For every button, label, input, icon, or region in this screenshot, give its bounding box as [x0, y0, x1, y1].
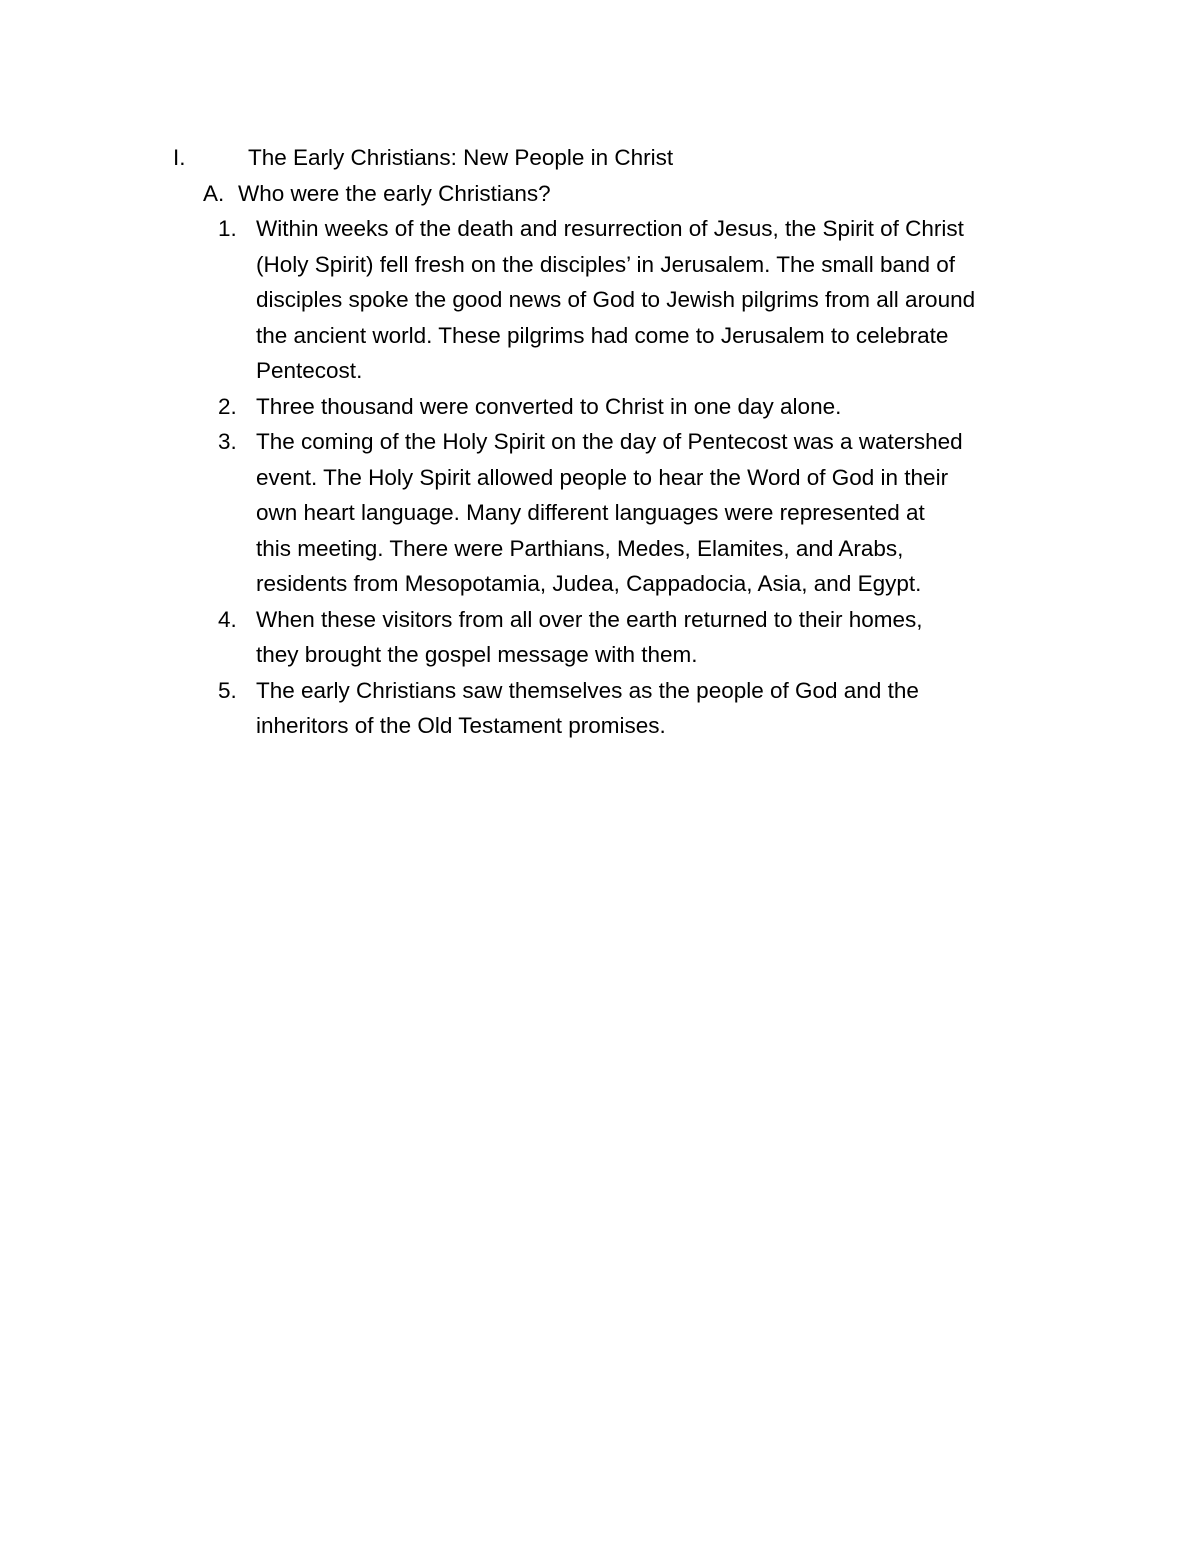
subsection-heading: [170, 176, 1070, 212]
list-item-5: [170, 673, 1070, 744]
list-item-marker: 5.: [218, 677, 237, 703]
list-item-text: [256, 389, 1070, 425]
text-line: Pentecost.: [256, 358, 363, 383]
text-line: (Holy Spirit) fell fresh on the disciples’ in Jerusalem. The small band of: [256, 251, 956, 277]
list-item-text: [256, 673, 1070, 744]
list-item-marker: 3.: [218, 429, 237, 454]
section-heading: [170, 140, 1070, 176]
subsection-marker: A.: [203, 180, 225, 206]
outline: [170, 140, 1070, 744]
section-title: The Early Christians: New People in Christ: [248, 145, 674, 170]
list-item-text: [256, 211, 1070, 389]
list-item-4: [170, 602, 1070, 673]
list-item-2: [170, 389, 1070, 425]
list-item-3: [170, 424, 1070, 602]
text-line: The coming of the Holy Spirit on the day of Pentecost was a watershed: [256, 429, 963, 454]
text-line: residents from Mesopotamia, Judea, Cappadocia, Asia, and Egypt.: [256, 571, 922, 596]
text-line: Within weeks of the death and resurrection of Jesus, the Spirit of Christ: [256, 216, 964, 241]
list-item-text: [256, 424, 1070, 602]
text-line: disciples spoke the good news of God to Jewish pilgrims from all around: [256, 287, 976, 312]
section-marker: I.: [173, 145, 186, 170]
text-line: they brought the gospel message with them.: [256, 642, 698, 667]
list-item-text: [256, 602, 1070, 673]
text-line: The early Christians saw themselves as the people of God and the: [256, 677, 919, 703]
list-item-marker: 4.: [218, 606, 237, 632]
text-line: Three thousand were converted to Christ in one day alone.: [256, 393, 842, 419]
text-line: event. The Holy Spirit allowed people to hear the Word of God in their: [256, 464, 949, 490]
text-line: own heart language. Many different languages were represented at: [256, 500, 925, 525]
list-item-1: [170, 211, 1070, 389]
text-line: When these visitors from all over the earth returned to their homes,: [256, 606, 923, 632]
list-item-marker: 1.: [218, 216, 237, 241]
text-line: this meeting. There were Parthians, Medes, Elamites, and Arabs,: [256, 535, 904, 561]
list-item-marker: 2.: [218, 393, 237, 419]
text-line: inheritors of the Old Testament promises.: [256, 713, 666, 738]
subsection-title: Who were the early Christians?: [238, 180, 551, 206]
text-line: the ancient world. These pilgrims had come to Jerusalem to celebrate: [256, 322, 949, 348]
